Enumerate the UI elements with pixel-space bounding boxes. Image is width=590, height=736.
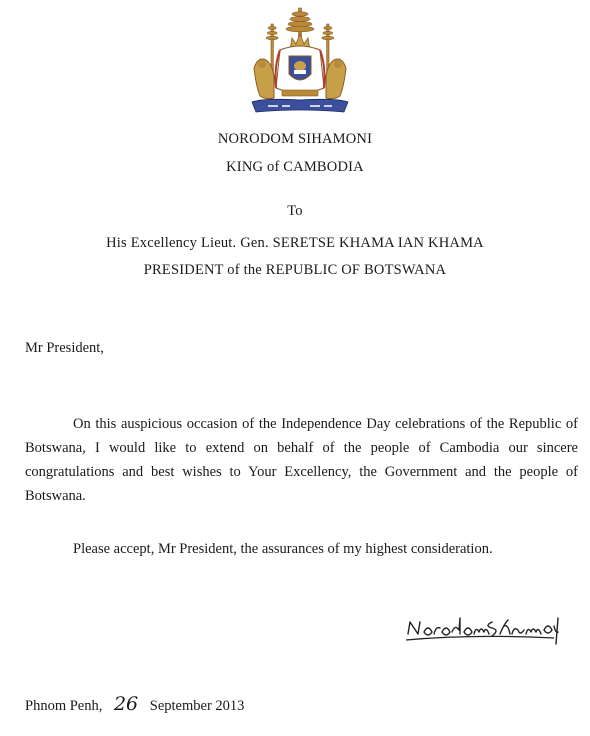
body-paragraph-1 <box>25 412 578 508</box>
recipient-name: His Excellency Lieut. Gen. SERETSE KHAMA IAN KHAMA <box>106 235 484 251</box>
royal-signature <box>404 604 564 650</box>
body-paragraph-2: Please accept, Mr President, the assurances of my highest consideration. <box>73 541 493 557</box>
dateline-day: 26 <box>113 693 139 715</box>
body-paragraph-1-text: On this auspicious occasion of the Independence Day celebrations of the Republic of Botswana, I would like to extend on behalf of the people of Cambodia our sincere congratulations and best wishes to Your Excellency, the Government and the people of Botswana. <box>25 416 578 504</box>
royal-arms-of-cambodia-icon <box>244 6 356 118</box>
dateline-place: Phnom Penh, <box>25 698 103 714</box>
to-label: To <box>287 203 303 219</box>
dateline <box>25 693 244 715</box>
salutation: Mr President, <box>25 340 104 356</box>
dateline-month-year: September 2013 <box>149 698 245 714</box>
sender-name: NORODOM SIHAMONI <box>217 131 373 147</box>
recipient-title: PRESIDENT of the REPUBLIC OF BOTSWANA <box>143 262 447 278</box>
sender-title: KING of CAMBODIA <box>226 159 364 175</box>
